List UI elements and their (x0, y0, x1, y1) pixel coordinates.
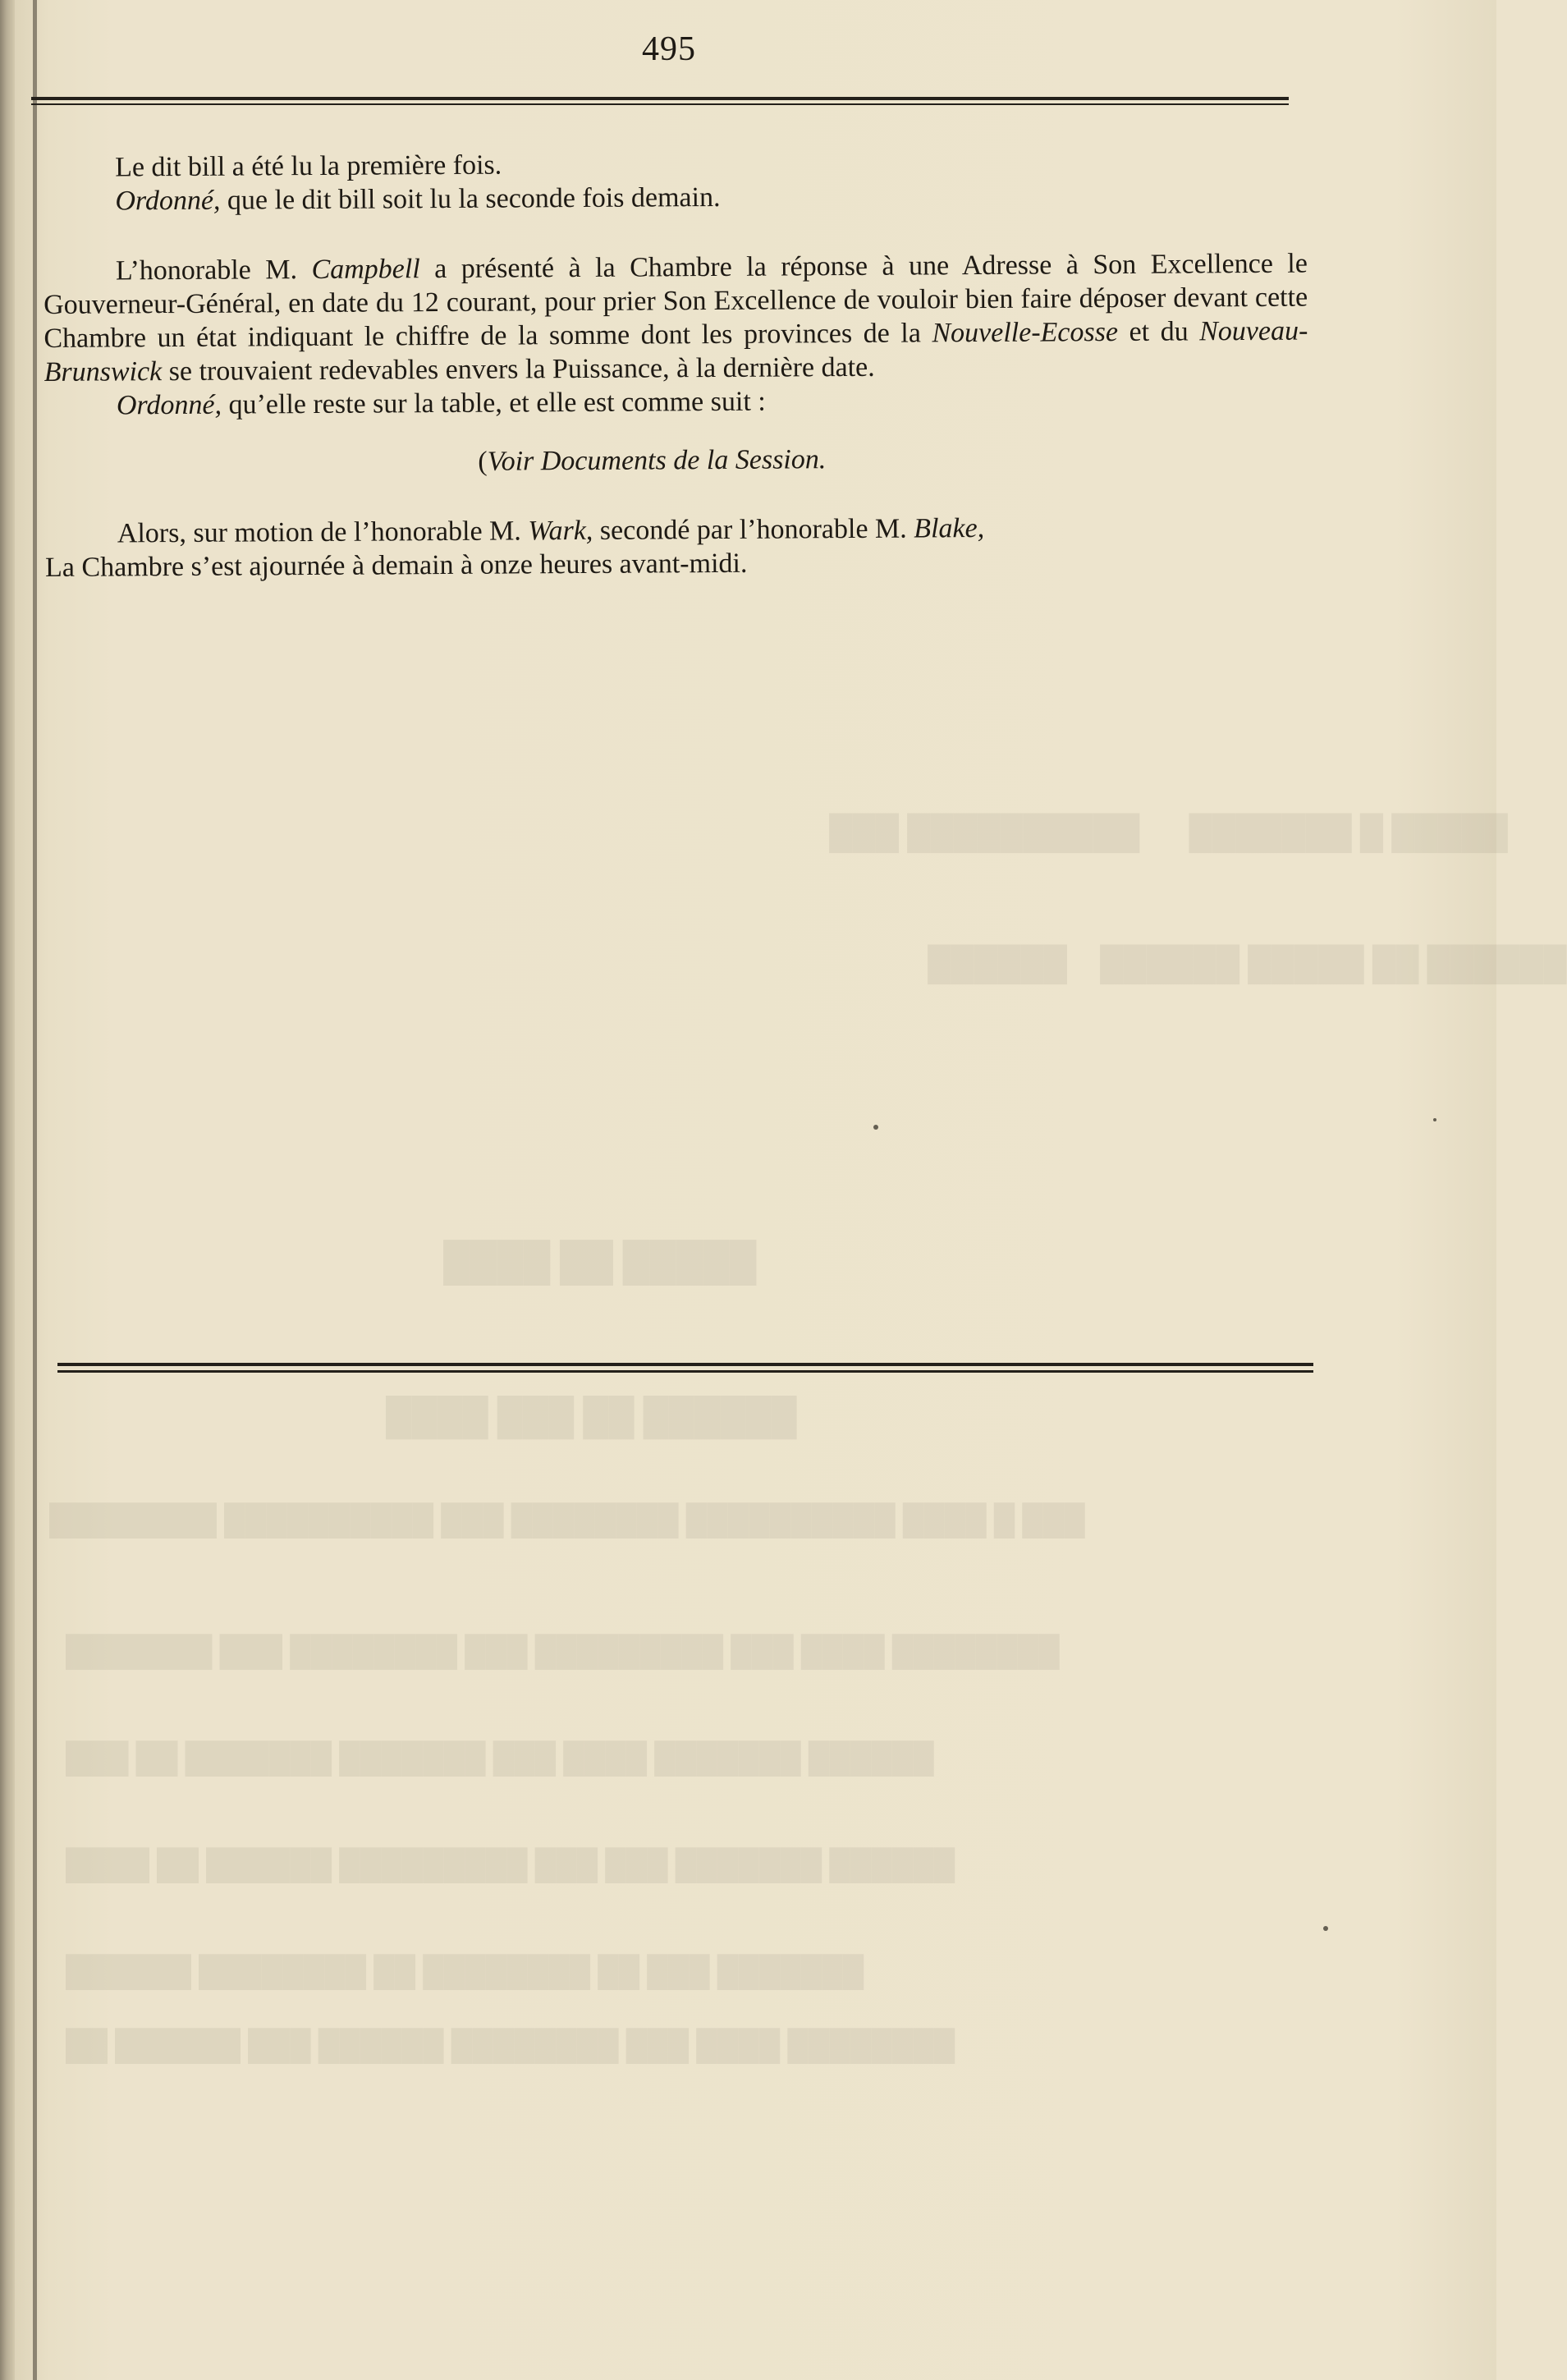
italic-text: Ordonné, (116, 389, 222, 421)
body-text: Alors, sur motion de l’honorable M. (117, 516, 529, 549)
paragraph-campbell-address (44, 247, 1308, 389)
bottom-double-rule (57, 1363, 1313, 1373)
body-text: ( (478, 446, 488, 477)
top-double-rule (31, 97, 1289, 105)
body-text: secondé par l’honorable M. (593, 513, 914, 546)
italic-text: Blake, (914, 513, 985, 544)
body-text: qu’elle reste sur la table, et elle est comme suit : (221, 386, 766, 420)
binding-edge (0, 0, 15, 2380)
show-through-texture: █████ █ ███████ ██████████ ███ ██████ ██ █████ ██████ ██████ █████ ██ ████ ██████ ██ ███ ████ ███ █ ████ ██████████ ████████ ███ ██████████ ████████ ████████ ████ ███ █████████ ███ ████████ ███ ███████ ██████ ███████ ████ ███ ███████ ███████ ██ ███ ██████ ███████ ███ ███ █████████ ██████ ██ ████ ███████ ███ ██ ████████ ██ ████████ ██████ ████████ ████ ███ ████████ ██████ ███ ██████ ██ (49, 814, 1567, 2061)
italic-text: Nouveau-Brunswick (44, 315, 1308, 387)
body-text: L’honorable M. (115, 255, 312, 287)
ink-speck (1323, 1926, 1328, 1931)
body-text: La Chambre s’est ajournée à demain à onze heures avant-midi. (44, 548, 748, 583)
italic-text: Campbell (311, 254, 420, 286)
paragraph-house-adjourned (45, 543, 1309, 585)
italic-text: Voir Documents de la Session. (487, 444, 827, 477)
body-text: que le dit bill soit lu la seconde fois demain. (220, 181, 721, 216)
italic-text: Wark, (528, 515, 593, 547)
body-text: Le dit bill a été lu la première fois. (115, 149, 502, 183)
italic-text: Nouvelle-Ecosse (932, 317, 1119, 349)
page-number: 495 (642, 30, 696, 68)
ink-speck (873, 1125, 878, 1130)
ink-speck (1433, 1118, 1436, 1121)
proceedings-text (43, 144, 1309, 585)
body-text: et du (1117, 316, 1200, 348)
italic-text: Ordonné, (115, 185, 221, 217)
binding-shadow-line (33, 0, 37, 2380)
body-text: a présenté à la Chambre la réponse à une Adresse à Son Excellence le Gouverneur-Général, en date du 12 courant, pour prier Son Excellence de vouloir bien faire déposer devant cette Chambre un état indiquant le chiffre de la somme dont les provinces de la (44, 248, 1308, 354)
body-text: se trouvaient redevables envers la Puissance, à la dernière date. (162, 351, 875, 387)
